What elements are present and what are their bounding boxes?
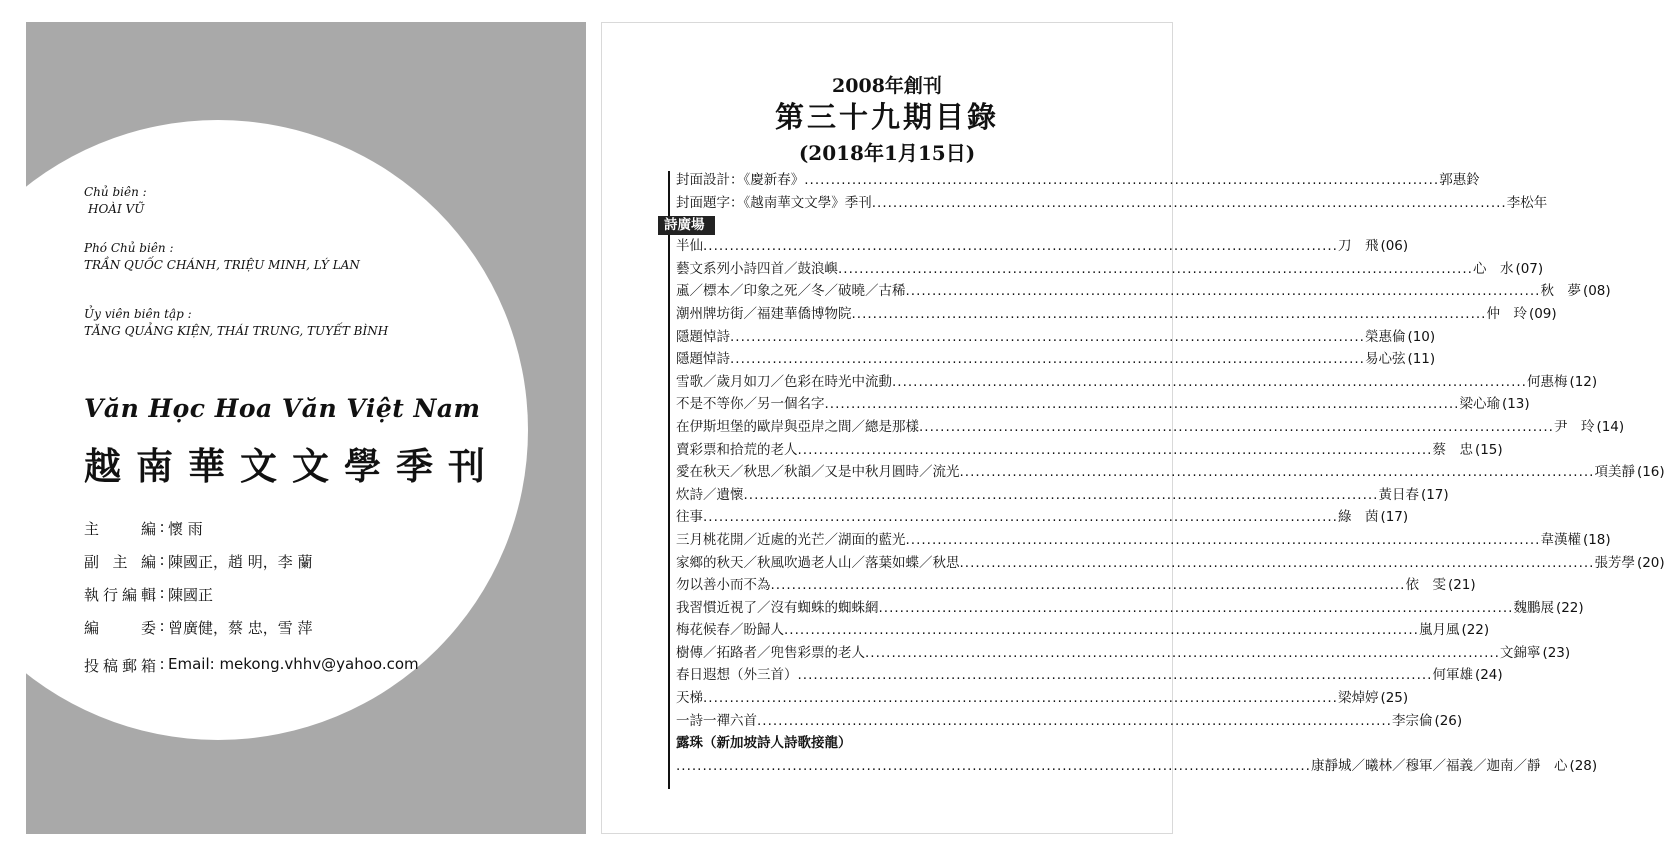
toc-entry[interactable] (676, 439, 1503, 462)
toc-leader-dots (730, 326, 1365, 349)
toc-author: 易心弦 (1364, 351, 1406, 368)
toc-leader-dots (798, 439, 1433, 462)
toc-title: 潮州牌坊街／福建華僑博物院 (676, 305, 852, 322)
toc-title: 天梯 (676, 690, 703, 707)
toc-title: 我習慣近視了／沒有蜘蛛的蜘蛛網 (676, 599, 879, 616)
editor-colon: : (159, 518, 165, 536)
editor-role: 執行編輯 (84, 586, 156, 604)
toc-title: 梅花候春／盼歸人 (676, 622, 784, 639)
toc-title: 雪歌／歲月如刀／色彩在時光中流動 (676, 373, 892, 390)
toc-last-entry[interactable] (676, 755, 1598, 778)
toc-page: (25) (1380, 690, 1409, 707)
toc-page: (12) (1569, 373, 1598, 390)
toc-title: 隱題悼詩 (676, 328, 730, 345)
toc-title: 藝文系列小詩四首／鼓浪嶼 (676, 260, 838, 277)
toc-title: 三月桃花開／近處的光芒／湖面的藍光 (676, 531, 906, 548)
toc-leader-dots (892, 371, 1527, 394)
toc-entry[interactable] (676, 326, 1436, 349)
editor-row-email (84, 655, 419, 676)
editor-row-chief (84, 518, 203, 539)
staff-value: HOÀI VŨ (88, 202, 145, 216)
toc-entry[interactable] (676, 619, 1490, 642)
toc-page: (20) (1636, 554, 1665, 571)
magazine-title-vietnamese: Văn Học Hoa Văn Việt Nam (84, 394, 481, 423)
staff-chief-editor (84, 184, 147, 218)
toc-title: 家鄉的秋天／秋風吹過老人山／落葉如蝶／秋思 (676, 554, 960, 571)
toc-title: 颪／標本／印象之死／冬／破曉／古稀 (676, 283, 906, 300)
toc-page: (16) (1636, 464, 1665, 481)
toc-leader-dots (865, 642, 1500, 665)
toc-title: 隱題悼詩 (676, 351, 730, 368)
toc-author: 梁心瑜 (1459, 396, 1500, 413)
toc-leader-dots (838, 258, 1473, 281)
toc-entry[interactable] (676, 258, 1544, 281)
toc-entry[interactable] (676, 484, 1449, 507)
toc-entry[interactable] (676, 642, 1571, 665)
toc-entry[interactable] (676, 552, 1665, 575)
toc-page: (18) (1582, 531, 1611, 548)
toc-author: 綠 茵 (1337, 509, 1379, 526)
submission-email-link[interactable]: Email: mekong.vhhv@yahoo.com (168, 655, 419, 673)
editor-role: 投稿郵箱 (84, 657, 156, 675)
issue-title: 第三十九期目錄 (774, 100, 999, 134)
toc-page: (21) (1447, 577, 1476, 594)
toc-page: (17) (1380, 509, 1409, 526)
toc-author: 郭惠鈴 (1439, 172, 1480, 188)
toc-entry[interactable] (676, 597, 1584, 620)
editor-row-deputy (84, 551, 313, 572)
toc-leader-dots (703, 235, 1338, 258)
toc-page: (09) (1528, 305, 1557, 322)
toc-title: 在伊斯坦堡的歐岸與亞岸之間／總是那樣 (676, 418, 919, 435)
toc-page: (22) (1555, 599, 1584, 616)
toc-author: 依 雯 (1405, 577, 1446, 594)
toc-author: 李松年 (1506, 194, 1548, 211)
toc-entries (676, 235, 1665, 732)
toc-leader-dots (730, 348, 1365, 371)
editor-row-committee (84, 617, 313, 638)
toc-page: (17) (1420, 486, 1449, 503)
magazine-title-chinese: 越南華文文學季刊 (84, 444, 500, 488)
toc-author: 張芳學 (1594, 554, 1635, 571)
toc-entry[interactable] (676, 416, 1625, 439)
editor-colon: : (159, 655, 165, 673)
toc-leader-dots (703, 687, 1338, 710)
toc-title: 愛在秋天／秋思／秋韻／又是中秋月圓時／流光 (676, 464, 960, 481)
editor-role: 編委 (84, 619, 156, 637)
editor-names: 懷 雨 (168, 520, 203, 538)
white-circle-graphic (0, 120, 528, 740)
toc-page: (24) (1474, 667, 1503, 684)
toc-leader-dots (906, 529, 1541, 552)
right-page (601, 22, 1665, 834)
toc-entry[interactable] (676, 235, 1409, 258)
staff-editorial-board (84, 306, 388, 340)
toc-author: 黃日春 (1378, 486, 1419, 503)
toc-author: 嵐月風 (1418, 622, 1460, 639)
toc-page: (14) (1596, 418, 1625, 435)
toc-entry[interactable] (676, 529, 1611, 552)
staff-value: TRẦN QUỐC CHÁNH, TRIỆU MINH, LÝ LAN (84, 258, 360, 272)
toc-leader-dots (676, 755, 1311, 778)
toc-author: 蔡 忠 (1432, 441, 1473, 458)
toc-author: 尹 玲 (1553, 418, 1595, 435)
toc-author: 榮惠倫 (1364, 328, 1406, 345)
toc-leader-dots (798, 664, 1433, 687)
toc-leader-dots (960, 461, 1595, 484)
left-page (26, 22, 586, 834)
toc-entry[interactable] (676, 348, 1436, 371)
editor-names: 陳國正，趙 明，李 蘭 (168, 553, 313, 571)
toc-section-header (664, 214, 1110, 235)
toc-leader-dots (757, 710, 1392, 733)
toc-vertical-rule (668, 171, 670, 789)
toc-title: 封面題字：《越南華文文學》季刊 (676, 194, 872, 211)
toc-author: 心 水 (1472, 260, 1514, 277)
toc-author: 魏鵬展 (1513, 599, 1554, 616)
staff-label: Chủ biên : (84, 185, 147, 199)
toc-author: 李宗倫 (1391, 712, 1433, 729)
toc-entry[interactable] (676, 574, 1476, 597)
toc-entry[interactable] (676, 393, 1530, 416)
editor-colon: : (159, 584, 165, 602)
toc-page: (10) (1407, 328, 1436, 345)
toc-author: 秋 夢 (1540, 283, 1581, 300)
editor-colon: : (159, 551, 165, 569)
toc-page: (23) (1542, 644, 1571, 661)
editor-role: 主編 (84, 520, 156, 538)
toc-page: (08) (1582, 283, 1611, 300)
toc-author: 仲 玲 (1486, 305, 1527, 322)
section-label: 詩廣場 (658, 216, 715, 235)
staff-label: Ủy viên biên tập : (84, 307, 192, 321)
toc-title: 勿以善小而不為 (676, 577, 771, 594)
toc-entry[interactable] (676, 461, 1665, 484)
toc-title: 往事 (676, 509, 703, 526)
table-of-contents (664, 169, 1665, 777)
staff-label: Phó Chủ biên : (84, 241, 174, 255)
toc-entry[interactable] (676, 687, 1409, 710)
toc-leader-dots (852, 303, 1487, 326)
toc-page: (11) (1407, 351, 1436, 368)
toc-title: 春日遐想（外三首） (676, 667, 798, 684)
toc-entry[interactable] (676, 280, 1611, 303)
staff-value: TĂNG QUẢNG KIỆN, THÁI TRUNG, TUYẾT BÌNH (84, 324, 389, 338)
toc-author: 韋漢權 (1540, 531, 1581, 548)
editor-names: 曾廣健，蔡 忠，雪 萍 (168, 619, 313, 637)
toc-page: (22) (1461, 622, 1490, 639)
toc-author: 康靜城／曦林／穆軍／福義／迦南／靜 心 (1310, 757, 1568, 774)
toc-leader-dots (784, 619, 1419, 642)
toc-title: 賣彩票和拾荒的老人 (676, 441, 798, 458)
toc-subsection-heading: 露珠（新加坡詩人詩歌接龍） (676, 735, 852, 752)
toc-entry[interactable] (676, 303, 1557, 326)
toc-title: 封面設計：《慶新春》 (676, 172, 805, 188)
editor-row-executive (84, 584, 213, 605)
toc-entry[interactable] (676, 371, 1598, 394)
toc-leader-dots (804, 169, 1439, 192)
editor-colon: : (159, 617, 165, 635)
toc-title: 炊詩／遺懷 (676, 486, 744, 503)
toc-entry[interactable] (676, 664, 1503, 687)
issue-date: (2018年1月15日) (798, 141, 976, 165)
editor-names: 陳國正 (168, 586, 214, 604)
toc-leader-dots (872, 192, 1507, 215)
toc-entry[interactable] (676, 506, 1409, 529)
toc-page: (13) (1501, 396, 1530, 413)
toc-author: 梁焯婷 (1337, 690, 1379, 707)
toc-page: (28) (1569, 757, 1598, 774)
toc-leader-dots (771, 574, 1406, 597)
toc-leader-dots (703, 506, 1338, 529)
toc-leader-dots (879, 597, 1514, 620)
toc-title: 一詩一禪六首 (676, 712, 757, 729)
toc-author: 項美靜 (1594, 464, 1635, 481)
toc-author: 何惠梅 (1526, 373, 1568, 390)
toc-cover-calligraphy[interactable] (676, 192, 1548, 215)
toc-cover-design[interactable] (676, 169, 1480, 192)
toc-author: 刀 飛 (1337, 238, 1379, 255)
toc-leader-dots (919, 416, 1554, 439)
staff-deputy-editor (84, 240, 360, 274)
toc-title: 不是不等你／另一個名字 (676, 396, 825, 413)
toc-author: 何軍雄 (1432, 667, 1473, 684)
toc-entry[interactable] (676, 710, 1463, 733)
toc-author: 文錦寧 (1499, 644, 1541, 661)
toc-title: 樹傳／拓路者／兜售彩票的老人 (676, 644, 865, 661)
toc-page: (07) (1515, 260, 1544, 277)
editor-role: 副主編 (84, 553, 156, 571)
toc-title: 半仙 (676, 238, 703, 255)
founded-year: 2008年創刊 (832, 75, 942, 97)
toc-leader-dots (906, 280, 1541, 303)
toc-leader-dots (960, 552, 1595, 575)
toc-leader-dots (744, 484, 1379, 507)
toc-page: (06) (1380, 238, 1409, 255)
toc-page: (26) (1434, 712, 1463, 729)
toc-page: (15) (1474, 441, 1503, 458)
toc-leader-dots (825, 393, 1460, 416)
